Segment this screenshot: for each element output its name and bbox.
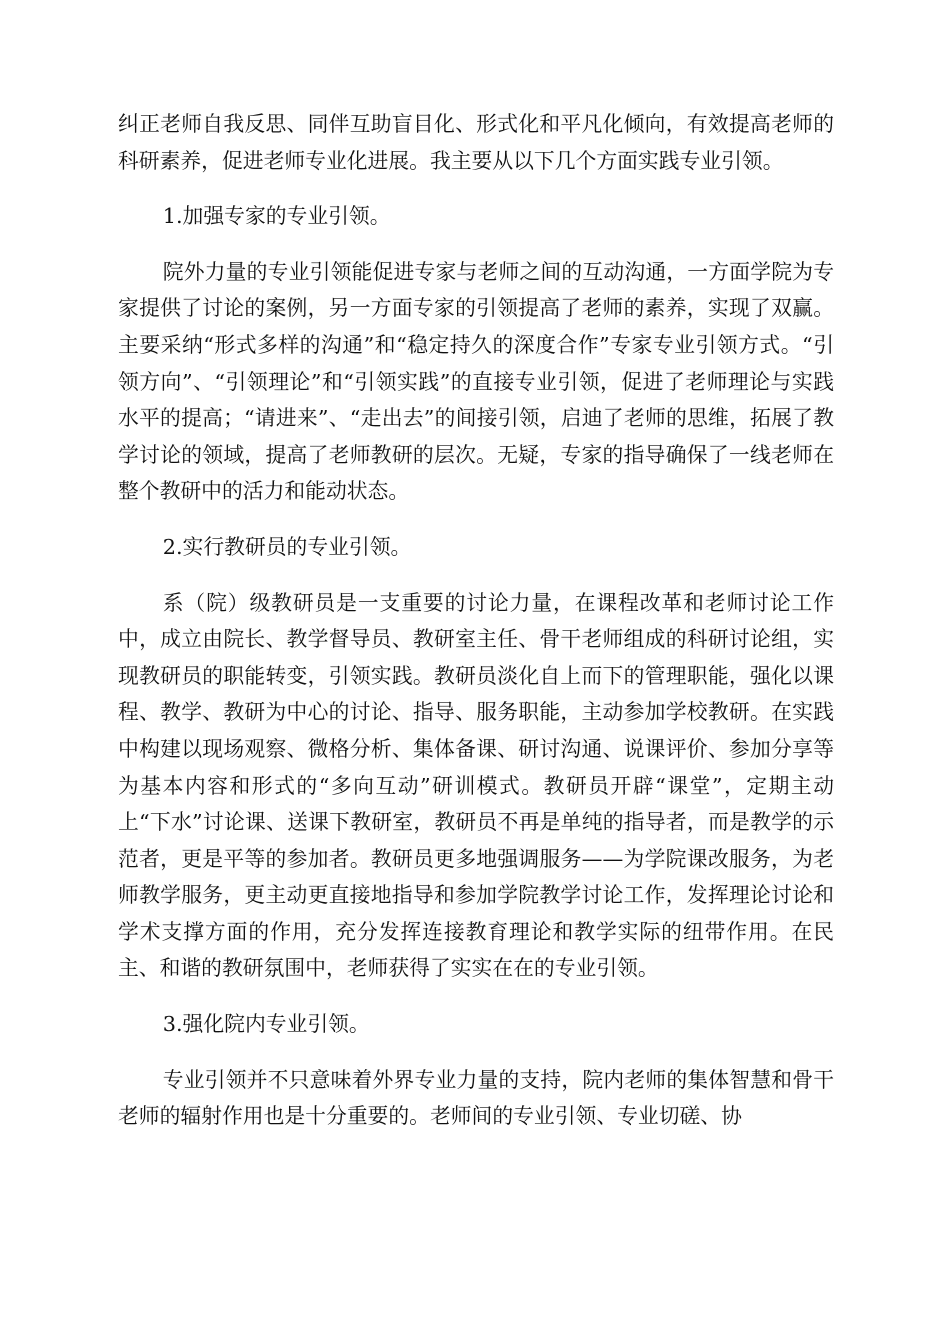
paragraph-continued: 纠正老师自我反思、同伴互助盲目化、形式化和平凡化倾向，有效提高老师的科研素养，促进老师专业化进展。我主要从以下几个方面实践专业引领。 [118, 112, 834, 173]
paragraph-researcher-guidance: 系（院）级教研员是一支重要的讨论力量，在课程改革和老师讨论工作中，成立由院长、教学督导员、教研室主任、骨干老师组成的科研讨论组，实现教研员的职能转变，引领实践。教研员淡化自上而下的管理职能，强化以课程、教学、教研为中心的讨论、指导、服务职能，主动参加学校教研。在实践中构建以现场观察、微格分析、集体备课、研讨沟通、说课评价、参加分享等为基本内容和形式的“多向互动”研训模式。教研员开辟“课堂”，定期主动上“下水”讨论课、送课下教研室，教研员不再是单纯的指导者，而是教学的示范者，更是平等的参加者。教研员更多地强调服务——为学院课改服务，为老师教学服务，更主动更直接地指导和参加学院教学讨论工作，发挥理论讨论和学术支撑方面的作用，充分发挥连接教育理论和教学实际的纽带作用。在民主、和谐的教研氛围中，老师获得了实实在在的专业引领。 [118, 590, 834, 981]
paragraph-expert-guidance: 院外力量的专业引领能促进专家与老师之间的互动沟通，一方面学院为专家提供了讨论的案例，另一方面专家的引领提高了老师的素养，实现了双赢。主要采纳“形式多样的沟通”和“稳定持久的深度合作”专家专业引领方式。“引领方向”、“引领理论”和“引领实践”的直接专业引领，促进了老师理论与实践水平的提高；“请进来”、“走出去”的间接引领，启迪了老师的思维，拓展了教学讨论的领域，提高了老师教研的层次。无疑，专家的指导确保了一线老师在整个教研中的活力和能动状态。 [118, 259, 834, 504]
section-heading-2: 2.实行教研员的专业引领。 [162, 534, 412, 559]
section-heading-3: 3.强化院内专业引领。 [162, 1012, 370, 1037]
section-heading-1: 1.加强专家的专业引领。 [162, 204, 391, 229]
paragraph-internal-guidance: 专业引领并不只意味着外界专业力量的支持，院内老师的集体智慧和骨干老师的辐射作用也是十分重要的。老师间的专业引领、专业切磋、协 [118, 1067, 834, 1129]
document-page [118, 106, 834, 1154]
